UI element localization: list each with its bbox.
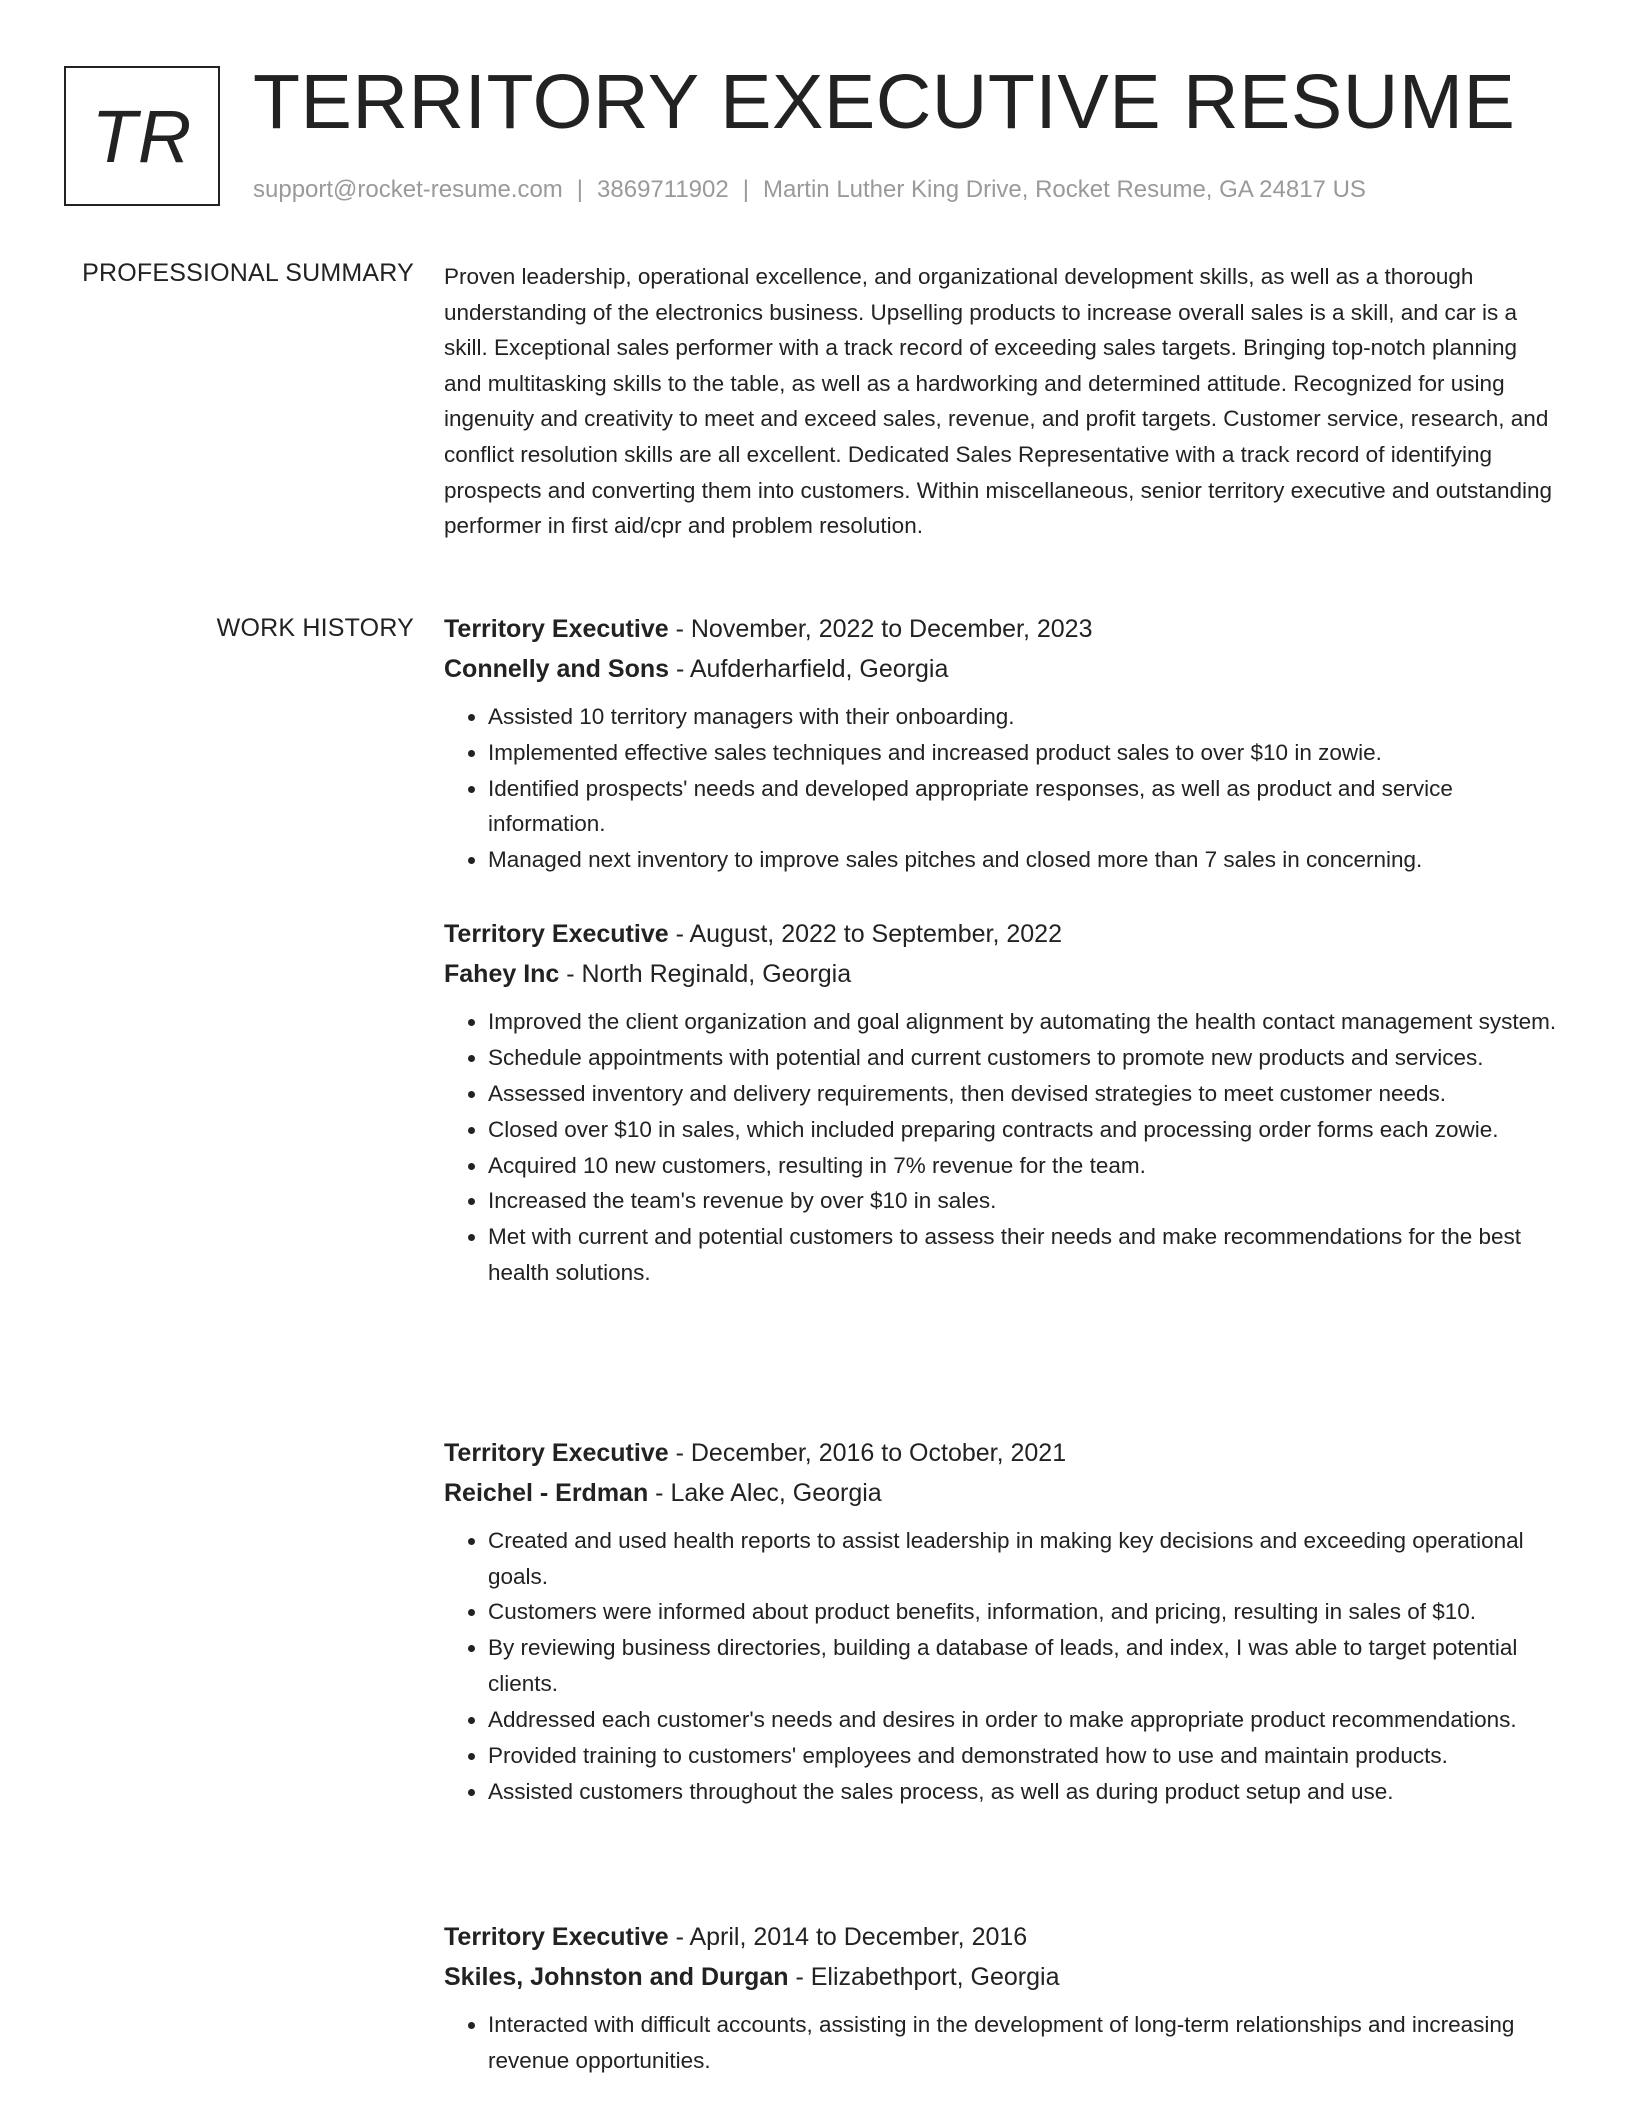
contact-phone: 3869711902 bbox=[597, 176, 729, 203]
job-entry bbox=[444, 1433, 1564, 1810]
job-company-line bbox=[444, 954, 1564, 994]
job-dates: - April, 2014 to December, 2016 bbox=[668, 1923, 1028, 1951]
job-bullet: • Provided training to customers' employees and demonstrated how to use and maintain products. bbox=[488, 1738, 1564, 1774]
job-bullet: • Created and used health reports to assist leadership in making key decisions and exceeding operational goals. bbox=[488, 1523, 1564, 1594]
job-bullet: • Closed over $10 in sales, which included preparing contracts and processing order forms each zowie. bbox=[488, 1112, 1564, 1148]
job-location: - Elizabethport, Georgia bbox=[788, 1963, 1060, 1991]
job-bullet: • Increased the team's revenue by over $10 in sales. bbox=[488, 1183, 1564, 1219]
job-title: Territory Executive bbox=[444, 615, 669, 643]
job-bullet: • Addressed each customer's needs and desires in order to make appropriate product recommendations. bbox=[488, 1702, 1564, 1738]
job-company-line bbox=[444, 649, 1564, 689]
contact-email: support@rocket-resume.com bbox=[253, 176, 563, 203]
job-company: Skiles, Johnston and Durgan bbox=[444, 1963, 789, 1991]
contact-address: Martin Luther King Drive, Rocket Resume, GA 24817 US bbox=[762, 176, 1366, 203]
job-company-line bbox=[444, 1957, 1564, 1997]
contact-separator: | bbox=[742, 176, 749, 203]
job-dates: - December, 2016 to October, 2021 bbox=[668, 1439, 1067, 1467]
job-bullet: • Customers were informed about product benefits, information, and pricing, resulting in sales of $10. bbox=[488, 1594, 1564, 1630]
job-bullet: • Assisted customers throughout the sales process, as well as during product setup and use. bbox=[488, 1774, 1564, 1810]
job-company: Reichel - Erdman bbox=[444, 1479, 649, 1507]
job-bullet: • Improved the client organization and goal alignment by automating the health contact management system. bbox=[488, 1004, 1564, 1040]
job-bullets bbox=[444, 699, 1564, 878]
job-title-line bbox=[444, 1433, 1564, 1473]
job-dates: - November, 2022 to December, 2023 bbox=[668, 615, 1093, 643]
job-entry bbox=[444, 914, 1564, 1291]
monogram-text: TR bbox=[91, 94, 193, 178]
job-bullets bbox=[444, 1004, 1564, 1291]
job-title: Territory Executive bbox=[444, 1439, 669, 1467]
job-bullet: • Met with current and potential customers to assess their needs and make recommendations for the best health solutions. bbox=[488, 1219, 1564, 1290]
resume-title: TERRITORY EXECUTIVE RESUME bbox=[253, 59, 1516, 145]
job-bullets bbox=[444, 2007, 1564, 2078]
job-location: - North Reginald, Georgia bbox=[559, 960, 852, 988]
job-title-line bbox=[444, 1917, 1564, 1957]
job-company-line bbox=[444, 1473, 1564, 1513]
job-bullet: • Assessed inventory and delivery requirements, then devised strategies to meet customer needs. bbox=[488, 1076, 1564, 1112]
section-label-work-history: WORK HISTORY bbox=[216, 614, 414, 642]
section-label-summary: PROFESSIONAL SUMMARY bbox=[82, 259, 414, 287]
job-company: Fahey Inc bbox=[444, 960, 560, 988]
job-title-line bbox=[444, 914, 1564, 954]
job-location: - Lake Alec, Georgia bbox=[648, 1479, 882, 1507]
job-entry bbox=[444, 1917, 1564, 2078]
job-bullet: • Schedule appointments with potential and current customers to promote new products and services. bbox=[488, 1040, 1564, 1076]
job-bullet: • Implemented effective sales techniques and increased product sales to over $10 in zowie. bbox=[488, 735, 1564, 771]
job-bullet: • Assisted 10 territory managers with their onboarding. bbox=[488, 699, 1564, 735]
job-entry bbox=[444, 609, 1564, 878]
contact-line bbox=[253, 174, 1366, 206]
job-bullet: • Managed next inventory to improve sales pitches and closed more than 7 sales in concerning. bbox=[488, 842, 1564, 878]
summary-text: Proven leadership, operational excellence, and organizational development skills, as well as a thorough understanding of the electronics business. Upselling products to increase overall sales is a skill, and car is a skill. Exceptional sales performer with a track record of exceeding sales targets. Bringing top-notch planning and multitasking skills to the table, as well as a hardworking and determined attitude. Recognized for using ingenuity and creativity to meet and exceed sales, revenue, and profit targets. Customer service, research, and conflict resolution skills are all excellent. Dedicated Sales Representative with a track record of identifying prospects and converting them into customers. Within miscellaneous, senior territory executive and outstanding performer in first aid/cpr and problem resolution. bbox=[444, 264, 1553, 539]
job-location: - Aufderharfield, Georgia bbox=[669, 655, 949, 683]
job-bullet: • Interacted with difficult accounts, assisting in the development of long-term relationships and increasing revenue opportunities. bbox=[488, 2007, 1564, 2078]
job-bullet: • Acquired 10 new customers, resulting in 7% revenue for the team. bbox=[488, 1148, 1564, 1184]
contact-separator: | bbox=[576, 176, 584, 203]
job-bullet: • Identified prospects' needs and developed appropriate responses, as well as product and service information. bbox=[488, 771, 1564, 842]
job-dates: - August, 2022 to September, 2022 bbox=[668, 920, 1062, 948]
job-title: Territory Executive bbox=[444, 1923, 669, 1951]
job-company: Connelly and Sons bbox=[444, 655, 670, 683]
job-bullets bbox=[444, 1523, 1564, 1809]
job-title: Territory Executive bbox=[444, 920, 669, 948]
job-bullet: • By reviewing business directories, building a database of leads, and index, I was able to target potential clients. bbox=[488, 1630, 1564, 1701]
monogram-box bbox=[64, 66, 220, 206]
job-title-line bbox=[444, 609, 1564, 649]
